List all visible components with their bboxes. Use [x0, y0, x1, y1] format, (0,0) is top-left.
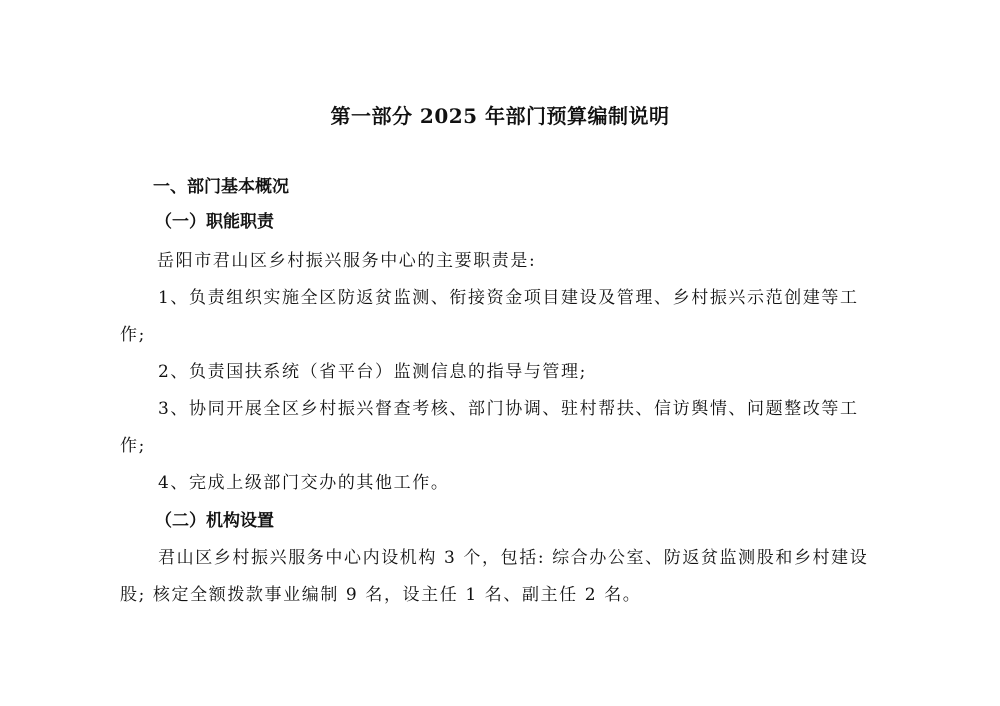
duty-item-2: 2、负责国扶系统（省平台）监测信息的指导与管理;	[158, 362, 587, 382]
duty-item-3: 3、协同开展全区乡村振兴督查考核、部门协调、驻村帮扶、信访舆情、问题整改等工	[158, 399, 859, 419]
organization-text: 君山区乡村振兴服务中心内设机构 3 个，包括: 综合办公室、防返贫监测股和乡村建设	[158, 548, 869, 568]
duty-item-1-continuation: 作;	[120, 325, 146, 345]
duty-item-3-continuation: 作;	[120, 436, 146, 456]
duty-item-1: 1、负责组织实施全区防返贫监测、衔接资金项目建设及管理、乡村振兴示范创建等工	[158, 288, 859, 308]
duty-item-4: 4、完成上级部门交办的其他工作。	[158, 473, 450, 493]
subsection-heading-duties: （一）职能职责	[155, 212, 274, 232]
organization-text-continuation: 股; 核定全额拨款事业编制 9 名，设主任 1 名、副主任 2 名。	[120, 585, 642, 605]
section-heading-department-overview: 一、部门基本概况	[153, 177, 289, 197]
document-title: 第一部分 2025 年部门预算编制说明	[330, 104, 670, 128]
subsection-heading-organization: （二）机构设置	[155, 511, 274, 531]
duties-intro-text: 岳阳市君山区乡村振兴服务中心的主要职责是:	[157, 251, 537, 271]
